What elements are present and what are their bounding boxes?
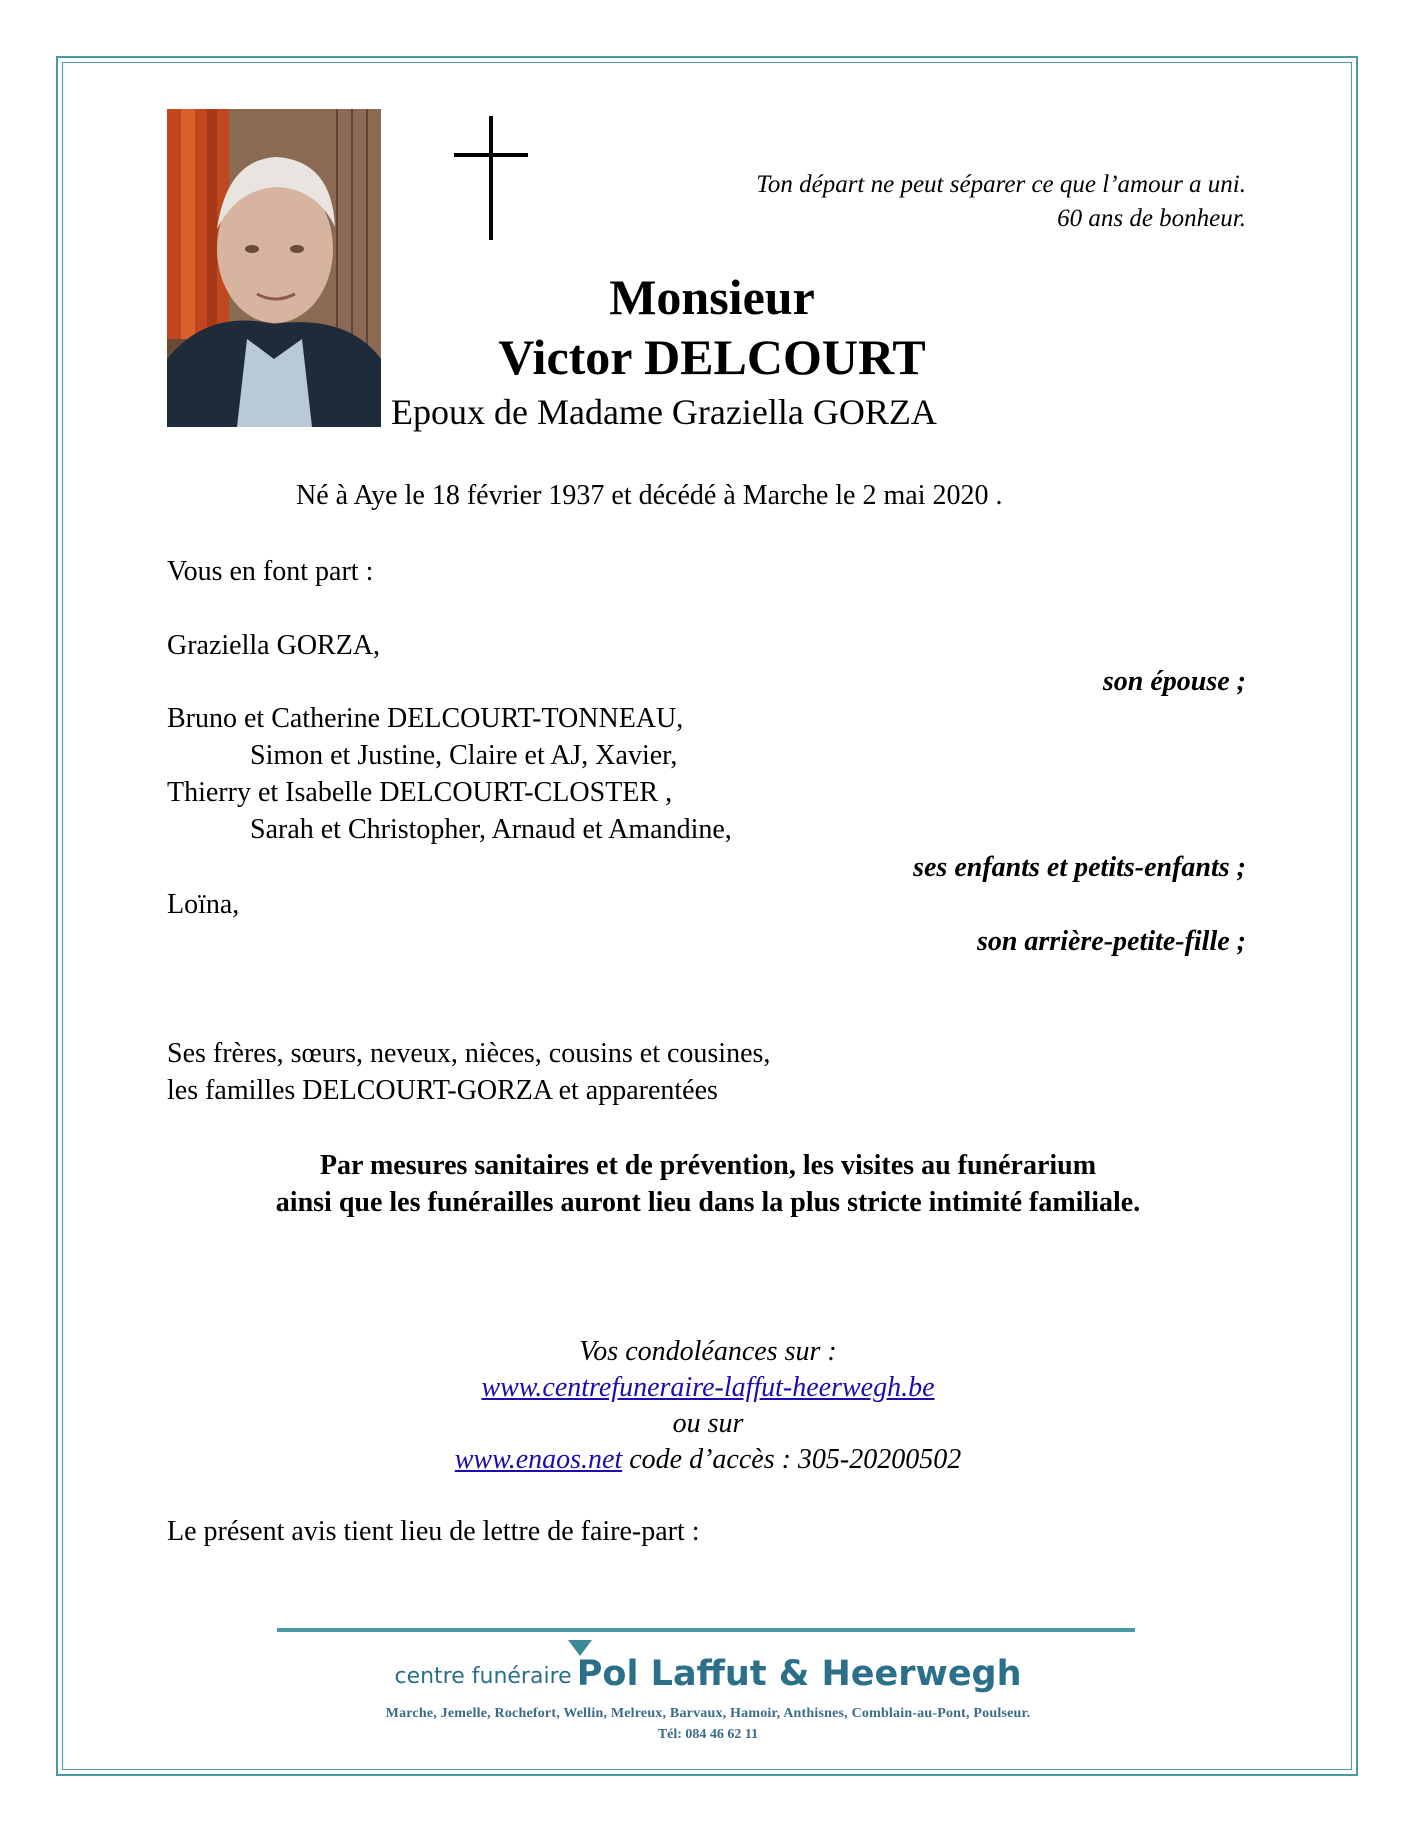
children-block (167, 700, 1067, 848)
memorial-quote (756, 168, 1246, 236)
sanitary-notice (0, 1147, 1416, 1221)
great-grandchild: Loïna, (167, 889, 240, 920)
quote-line-1: Ton départ ne peut séparer ce que l’amour a uni. (756, 171, 1246, 198)
quote-line-2: 60 ans de bonheur. (1057, 205, 1246, 232)
others-line-1: Ses frères, sœurs, neveux, nièces, cousins et cousines, (167, 1038, 771, 1069)
cross-icon (454, 116, 528, 240)
honorific-title: Monsieur (609, 269, 815, 325)
condolences-link-enaos[interactable]: www.enaos.net (454, 1444, 623, 1475)
extended-family (167, 1035, 770, 1109)
funeral-home-logo (0, 1654, 1416, 1694)
footer-locations: Marche, Jemelle, Rochefort, Wellin, Melreux, Barvaux, Hamoir, Anthisnes, Comblain-au-Pont, Poulseur. (385, 1706, 1031, 1721)
announce-intro: Vous en font part : (167, 556, 374, 587)
children-role: ses enfants et petits-enfants ; (913, 852, 1246, 883)
condolences-link-funeral-home[interactable]: www.centrefuneraire-laffut-heerwegh.be (481, 1372, 935, 1403)
footer-phone: Tél: 084 46 62 11 (657, 1727, 759, 1742)
brand-name: Pol Laffut & Heerwegh (576, 1654, 1022, 1694)
notice-line-2: ainsi que les funérailles auront lieu dans la plus stricte intimité familiale. (275, 1187, 1141, 1218)
condolences-or: ou sur (672, 1408, 744, 1439)
closing-note: Le présent avis tient lieu de lettre de faire-part : (167, 1516, 700, 1547)
others-line-2: les familles DELCOURT-GORZA et apparentées (167, 1075, 718, 1106)
notice-line-1: Par mesures sanitaires et de prévention, les visites au funérarium (319, 1150, 1097, 1181)
child-2: Thierry et Isabelle DELCOURT-CLOSTER , (167, 777, 673, 808)
birth-death-line: Né à Aye le 18 février 1937 et décédé à Marche le 2 mai 2020 . (296, 480, 1003, 511)
grandchildren-1: Simon et Justine, Claire et AJ, Xavier, (250, 740, 678, 771)
footer-divider (277, 1628, 1135, 1632)
condolences-intro: Vos condoléances sur : (579, 1336, 837, 1367)
condolences-block (0, 1334, 1416, 1478)
child-1: Bruno et Catherine DELCOURT-TONNEAU, (167, 703, 684, 734)
deceased-name: Victor DELCOURT (498, 329, 926, 385)
access-code: code d’accès : 305-20200502 (622, 1444, 962, 1475)
grandchildren-2: Sarah et Christopher, Arnaud et Amandine, (250, 814, 732, 845)
spouse-line: Epoux de Madame Graziella GORZA (391, 392, 937, 432)
spouse-name: Graziella GORZA, (167, 630, 381, 661)
spouse-role: son épouse ; (1102, 666, 1246, 697)
brand-small-text: centre funéraire (394, 1664, 572, 1689)
great-grandchild-role: son arrière-petite-fille ; (976, 926, 1246, 957)
